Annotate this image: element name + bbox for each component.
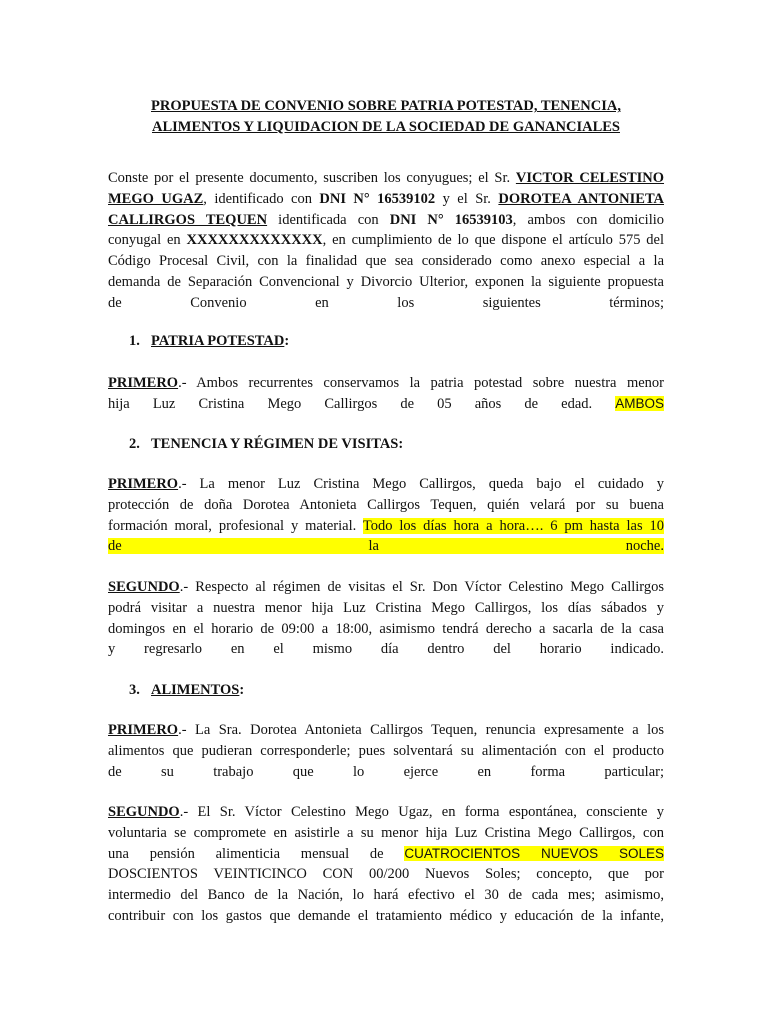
intro-text: , ambos con domicilio [512,211,665,228]
highlight-amount: CUATROCIENTOS NUEVOS SOLES [404,845,665,861]
intro-text: , identificado con [203,190,320,207]
section-number: 3. [129,682,140,698]
clause-label: PRIMERO [108,476,179,492]
section-number: 2. [129,436,140,452]
highlight-note: AMBOS [615,395,664,411]
clause-label: PRIMERO [108,375,179,391]
patria-potestad-primero [108,373,664,415]
section-title: PATRIA POTESTAD [151,333,285,349]
highlight-note: Todo los días hora a hora…. 6 pm hasta las 10 [362,517,664,534]
clause-label: SEGUNDO [108,804,180,820]
alimentos-primero [108,720,664,782]
intro-line: demanda de Separación Convencional y Divorcio Ulterior, exponen la siguiente propuesta [108,273,664,290]
clause-text: .- Ambos recurrentes conservamos la patria potestad sobre nuestra menor [178,375,664,391]
clause-text: voluntaria se compromete en asistirle a su menor hija Luz Cristina Mego Callirgos, con [108,824,664,841]
spouse-1-surname: MEGO UGAZ [108,190,204,207]
intro-line: Código Procesal Civil, con la finalidad que sea considerado como anexo especial a la [108,253,664,270]
spouse-2-name: DOROTEA ANTONIETA [498,190,665,207]
clause-text: podrá visitar a nuestra menor hija Luz Cristina Mego Callirgos, los días sábados y [108,599,664,616]
clause-label: SEGUNDO [108,579,180,595]
clause-text: .- La Sra. Dorotea Antonieta Callirgos Tequen, renuncia expresamente a los [178,722,664,738]
domicile-placeholder: XXXXXXXXXXXXX [186,232,323,249]
intro-paragraph [108,168,664,314]
clause-text: alimentos que pudieran corresponderle; pues solventará su alimentación con el producto [108,742,664,759]
spouse-2-surname: CALLIRGOS TEQUEN [108,211,268,228]
clause-text: hija Luz Cristina Mego Callirgos de 05 años de edad. [108,395,616,412]
highlight-note: de la noche. [108,538,664,555]
clause-text: contribuir con los gastos que demande el tratamiento médico y educación de la infante, [108,907,664,924]
tenencia-primero [108,474,664,557]
section-colon: : [284,333,290,349]
spouse-2-dni: DNI N° 16539103 [389,211,513,228]
clause-text: domingos en el horario de 09:00 a 18:00, asimismo tendrá derecho a sacarla de la casa [108,620,664,637]
title-line-1: PROPUESTA DE CONVENIO SOBRE PATRIA POTESTAD, TENENCIA, [151,98,621,114]
clause-text: .- Respecto al régimen de visitas el Sr. Don Víctor Celestino Mego Callirgos [179,579,664,595]
clause-text: .- La menor Luz Cristina Mego Callirgos, queda bajo el cuidado y [178,476,664,492]
intro-line: de Convenio en los siguientes términos; [108,294,664,311]
intro-text: , en cumplimiento de lo que dispone el artículo 575 del [322,232,664,249]
clause-text: .- El Sr. Víctor Celestino Mego Ugaz, en forma espontánea, consciente y [179,804,664,820]
clause-text: intermedio del Banco de la Nación, lo hará efectivo el 30 de cada mes; asimismo, [108,887,664,904]
section-title: TENENCIA Y RÉGIMEN DE VISITAS: [151,436,404,452]
section-heading-1 [129,331,289,351]
tenencia-segundo [108,577,664,660]
intro-text: y el Sr. [435,190,499,207]
section-heading-3 [129,680,244,700]
section-colon: : [239,682,245,698]
intro-text: conyugal en [108,232,187,249]
clause-text: y regresarlo en el mismo día dentro del horario indicado. [108,641,664,658]
clause-text: formación moral, profesional y material. [108,517,363,534]
title-line-2: ALIMENTOS Y LIQUIDACION DE LA SOCIEDAD DE GANANCIALES [152,119,620,135]
document-title [108,96,664,138]
intro-text: identificada con [267,211,390,228]
clause-text: de su trabajo que lo ejerce en forma particular; [108,763,664,780]
intro-text: Conste por el presente documento, suscriben los conyugues; el Sr. [108,170,516,186]
clause-text: una pensión alimenticia mensual de [108,845,405,862]
section-number: 1. [129,333,140,349]
alimentos-segundo [108,802,664,927]
clause-text: protección de doña Dorotea Antonieta Callirgos Tequen, quién velará por su buena [108,496,664,513]
spouse-1-dni: DNI N° 16539102 [319,190,436,207]
clause-text: DOSCIENTOS VEINTICINCO CON 00/200 Nuevos Soles; concepto, que por [108,866,664,883]
section-title: ALIMENTOS [151,682,240,698]
clause-label: PRIMERO [108,722,179,738]
section-heading-2 [129,434,403,454]
spouse-1-name: VICTOR CELESTINO [515,170,665,186]
